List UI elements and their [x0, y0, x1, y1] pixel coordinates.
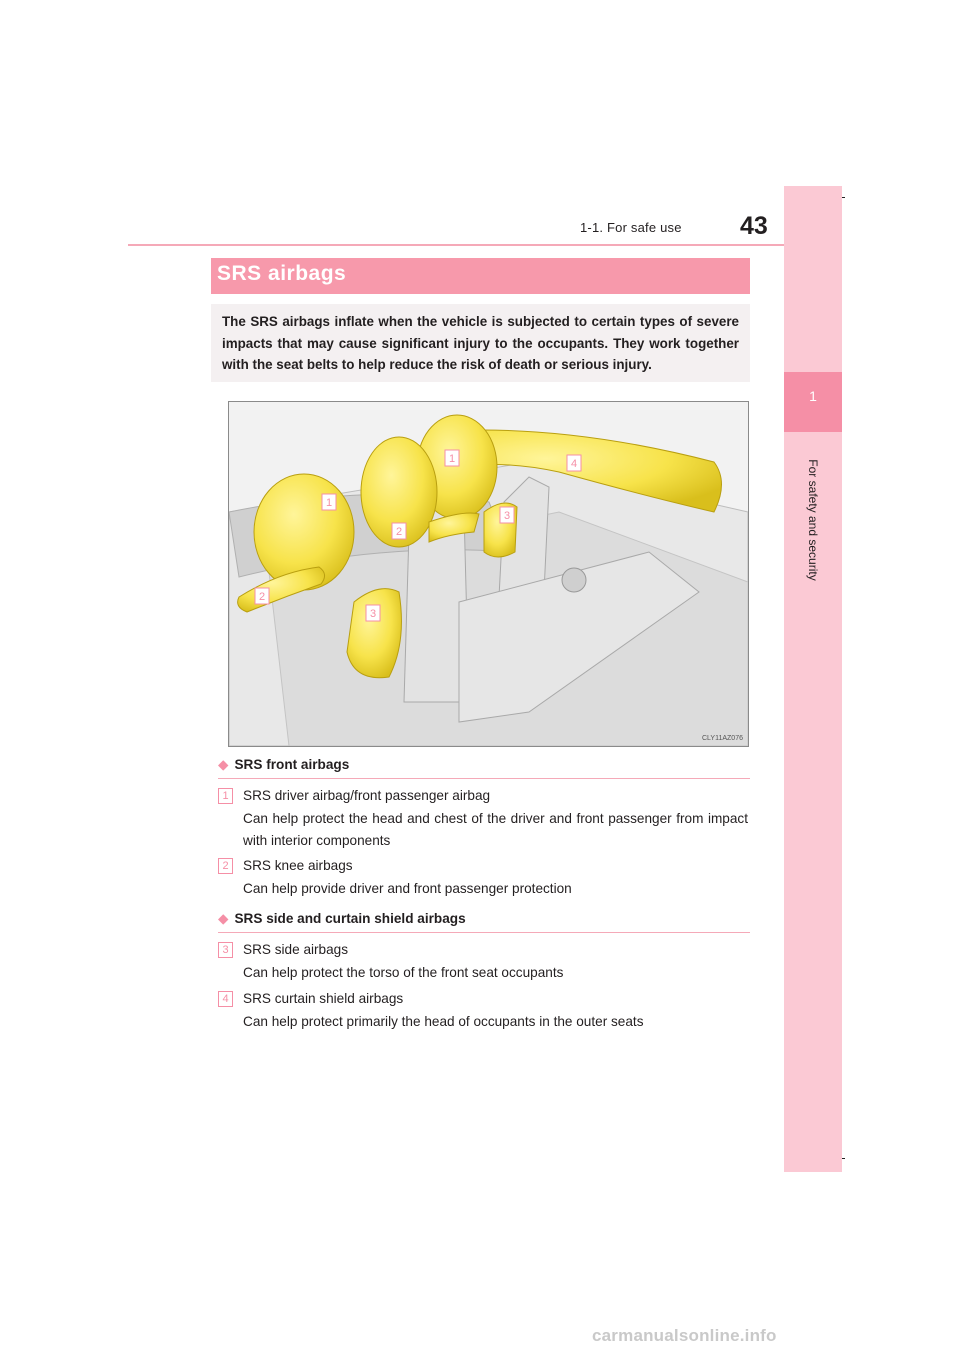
page-number: 43	[740, 212, 768, 240]
item-title: SRS side airbags	[243, 942, 349, 957]
section-rule	[218, 778, 750, 779]
callout-2-driver-knee	[255, 588, 269, 604]
item-description: Can help protect the torso of the front seat occupants	[243, 965, 564, 980]
page-title: SRS airbags	[217, 262, 347, 285]
section-heading-side-curtain-airbags	[218, 911, 466, 927]
chapter-side-tab	[784, 186, 842, 1172]
section-heading-text: SRS side and curtain shield airbags	[234, 911, 466, 926]
section-heading-text: SRS front airbags	[234, 757, 350, 772]
item-number-badge: 2	[218, 858, 233, 874]
item-number-badge: 1	[218, 788, 233, 804]
callout-label: 1	[448, 453, 456, 465]
header-section-title: 1-1. For safe use	[580, 220, 682, 235]
diamond-bullet-icon: ◆	[218, 911, 229, 926]
callout-1-driver	[322, 494, 336, 510]
intro-text: The SRS airbags inflate when the vehicle is subjected to certain types of severe impacts that may cause significant injury to the occupants. They work together with the seat belts to help reduce the risk of death or serious injury.	[222, 314, 739, 372]
item-description: Can help protect the head and chest of the driver and front passenger from impact with interior components	[243, 811, 748, 848]
intro-box	[211, 304, 750, 382]
item-title: SRS driver airbag/front passenger airbag	[243, 788, 491, 803]
callout-label: 2	[258, 591, 266, 603]
callout-label: 1	[325, 497, 333, 509]
item-title: SRS curtain shield airbags	[243, 991, 404, 1006]
callout-label: 2	[395, 526, 403, 538]
callout-2-passenger-knee	[392, 523, 406, 539]
section-rule	[218, 932, 750, 933]
item-number-badge: 4	[218, 991, 233, 1007]
driver-side-airbag	[347, 589, 401, 678]
item-number-badge: 3	[218, 942, 233, 958]
figure-code: CLY11AZ076	[702, 735, 743, 742]
airbag-illustration	[228, 401, 749, 747]
item-description: Can help protect primarily the head of occupants in the outer seats	[243, 1014, 644, 1029]
callout-3-driver-side	[366, 605, 380, 621]
speaker	[562, 568, 586, 592]
section-heading-front-airbags	[218, 757, 349, 773]
header-rule	[128, 244, 842, 246]
callout-label: 3	[503, 510, 511, 522]
chapter-label: For safety and security	[806, 459, 820, 581]
callout-4-curtain	[567, 455, 581, 471]
callout-label: 4	[570, 458, 578, 470]
airbag-illustration-svg	[229, 402, 748, 746]
diamond-bullet-icon: ◆	[218, 757, 229, 772]
callout-1-passenger	[445, 450, 459, 466]
item-title: SRS knee airbags	[243, 858, 353, 873]
callout-label: 3	[369, 608, 377, 620]
chapter-number: 1	[809, 388, 817, 404]
item-description: Can help provide driver and front passenger protection	[243, 881, 572, 896]
watermark: carmanualsonline.info	[592, 1326, 777, 1345]
callout-3-passenger-side	[500, 507, 514, 523]
